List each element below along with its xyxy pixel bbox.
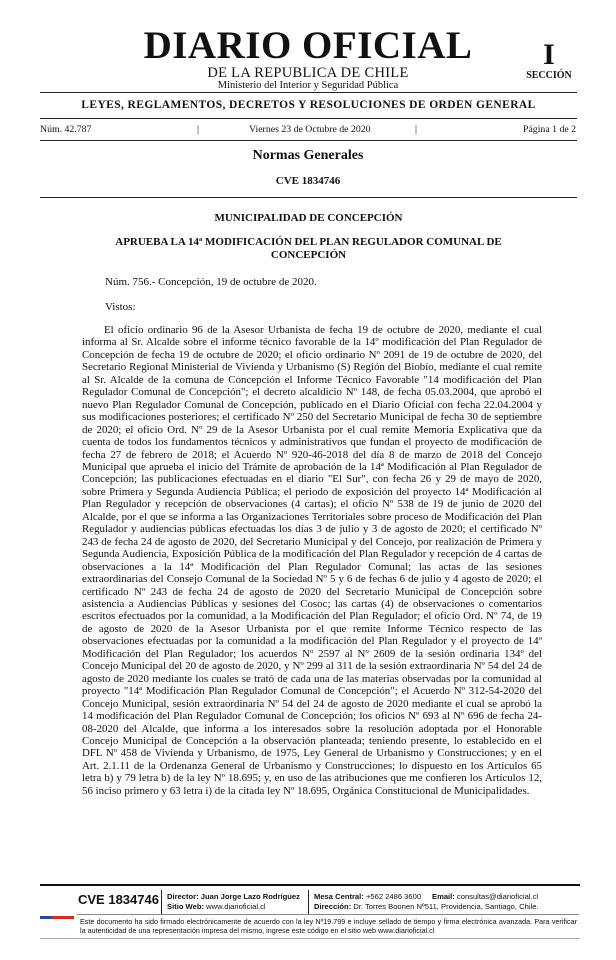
flag-blue-segment xyxy=(40,916,52,919)
meta-divider: | xyxy=(415,124,418,135)
address-line xyxy=(314,903,539,911)
decree-number-line: Núm. 756.- Concepción, 19 de octubre de 2020. xyxy=(105,276,317,288)
decree-title: APRUEBA LA 14ª MODIFICACIÓN DEL PLAN REGULADOR COMUNAL DE CONCEPCIÓN xyxy=(115,236,502,261)
section-label: SECCIÓN xyxy=(526,70,572,81)
website-label: Sitio Web: xyxy=(167,902,204,911)
footer-rule xyxy=(40,884,580,886)
masthead xyxy=(0,22,616,100)
footer-bottom-rule xyxy=(40,938,580,939)
section-heading: Normas Generales xyxy=(252,148,364,163)
page-indicator: Página 1 de 2 xyxy=(523,124,577,135)
footer-cve: CVE 1834746 xyxy=(78,892,159,907)
email-line xyxy=(432,893,538,901)
phone-label: Mesa Central: xyxy=(314,892,364,901)
institution-heading: MUNICIPALIDAD DE CONCEPCIÓN xyxy=(214,212,403,224)
director-line xyxy=(167,893,300,901)
header-rule-middle xyxy=(40,118,577,119)
website-line xyxy=(167,903,266,911)
header-rule-top xyxy=(40,92,577,93)
vistos-heading: Vistos: xyxy=(105,301,136,313)
newspaper-subtitle: DE LA REPUBLICA DE CHILE xyxy=(207,65,409,81)
flag-red-segment xyxy=(52,916,74,919)
issue-date: Viernes 23 de Octubre de 2020 xyxy=(249,124,371,135)
cve-code: CVE 1834746 xyxy=(275,175,341,187)
newspaper-title: DIARIO OFICIAL xyxy=(143,24,473,67)
address-text: Dr. Torres Boonen Nº511, Providencia, Santiago, Chile. xyxy=(353,902,539,911)
address-label: Dirección: xyxy=(314,902,352,911)
cve-rule xyxy=(40,197,577,198)
footer xyxy=(40,887,580,915)
legal-notice: Este documento ha sido firmado electrónicamente de acuerdo con la ley Nº19.799 e incluye sellado de tiempo y firma electrónica avanzada. Para verificar la autenticidad de una representación impresa del mismo, ingrese este código en el sitio web www.diarioficial.cl xyxy=(80,917,577,935)
email-label: Email: xyxy=(432,892,455,901)
footer-divider xyxy=(308,890,309,914)
body-paragraph: El oficio ordinario 96 de la Asesor Urbanista de fecha 19 de octubre de 2020, mediante el cual informa al Sr. Alcalde sobre el informe técnico favorable de la 14º modificación del Plan Regulador de Concepción de fecha 19 de octubre de 2020; el oficio ordinario Nº 2091 de 19 de octubre de 2020, del Secretario Regional Ministerial de Vivienda y Urbanismo (S) Región del Biobío, mediante el cual remite al Sr. Alcalde de la comuna de Concepción el Informe Técnico Favorable "14 modificación del Plan Regulador Comunal de Concepción"; el decreto alcaldicio Nº 148, de fecha 05.03.2004, que aprobó el nuevo Plan Regulador Comunal de Concepción, publicado en el Diario Oficial con fecha 22.04.2004 y sus modificaciones posteriores; el certificado Nº 250 del Secretario Municipal de fecha 30 de septiembre de 2020; el oficio Ord. Nº 29 de la Asesor Urbanista por el cual remite Memoria Explicativa que da cuenta de todos los fundamentos técnicos y administrativos que fundan el proyecto de modificación de fecha 27 de febrero de 2018; el Acuerdo Nº 920-46-2018 del día 8 de marzo de 2018 del Concejo Municipal que aprueba el inicio del Trámite de aprobación de la 14ª Modificación al Plan Regulador de Concepción; las publicaciones efectuadas en el diario "El Sur", con fecha 26 y 29 de mayo de 2020, sobre Primera y Segunda Audiencia Pública; el periodo de exposición del proyecto 14ª Modificación al Plan Regulador y recepción de observaciones (4 cartas); el oficio Nº 538 de 19 de junio de 2020 del Alcalde, por el que se informa a las Organizaciones Territoriales sobre proceso de Modificación del Plan Regulador y audiencias públicas efectuadas los días 3 de julio y 3 de agosto de 2020; el certificado Nº 243 de fecha 24 de agosto de 2020, del Secretario Municipal y del Concejo, por realización de Primera y Segunda Audiencia, Exposición Pública de la modificación del Plan Regulador y recepción de 4 cartas de observaciones a la 14ª Modificación del Plan Regulador Comunal; las actas de las sesiones extraordinarias del Consejo Comunal de la Sociedad Nº 5 y 6 de fechas 6 de julio y 4 agosto de 2020; el certificado Nº 243 de fecha 24 de agosto de 2020 del Secretario Municipal de Concepción sobre asistencia a Audiencias Públicas y sesiones del Cosoc; las cartas (4) de observaciones o comentarios escritos efectuados por la comunidad, a la Modificación del Plan Regulador; el oficio Ord. Nº 74, de 19 de agosto de 2020 de la Asesor Urbanista por el que remite Informe Técnico respecto de las observaciones efectuadas por la comunidad a la modificación del Plan Regulador y el proyecto de 14º Modificación del Plan Regulador; los acuerdos Nº 2597 al Nº 2609 de la sesión ordinaria 134º del Concejo Municipal del 20 de agosto de 2020, y Nº 299 al 311 de la sesión extraordinaria Nº 54 del 24 de agosto de 2020 mediante los cuales se trató de cada una de las materias observadas por la comunidad al proyecto "14ª Modificación Plan Regulador Comunal de Concepción"; el Acuerdo Nº 312-54-2020 del Concejo Municipal, sesión extraordinaria Nº 54 del 24 de agosto de 2020 mediante el cual se aprobó la 14 modificación del Plan Regulador Comunal de Concepción; los oficios Nº 693 al Nº 696 de fecha 24-08-2020 del Alcalde, que informa a los interesados sobre la resolución adoptada por el Honorable Concejo Municipal de Concepción a la observación planteada; teniendo presente, lo establecido en el DFL Nº 458 de Vivienda y Urbanismo, de 1975, Ley General de Urbanismo y Construcciones; y en el Art. 2.1.11 de la Ordenanza General de Urbanismo y Construcciones; lo dispuesto en los Artículos 65 letra b) y 79 letra b) de la ley Nº 18.695; y, en uso de las atribuciones que me confieren los Artículos 12, 56 inciso primero y 63 letra i) de la citada ley Nº 18.695, Orgánica Constitucional de Municipalidades. xyxy=(82,324,542,797)
chile-flag-stripe xyxy=(40,916,74,919)
meta-divider: | xyxy=(197,124,200,135)
category-heading: LEYES, REGLAMENTOS, DECRETOS Y RESOLUCIONES DE ORDEN GENERAL xyxy=(81,99,536,111)
footer-divider xyxy=(161,890,162,914)
director-label: Director: xyxy=(167,892,199,901)
ministry-name: Ministerio del Interior y Seguridad Pública xyxy=(217,80,399,91)
header-rule-bottom xyxy=(40,140,577,141)
issue-number: Núm. 42.787 xyxy=(40,124,92,135)
director-name: Juan Jorge Lazo Rodríguez xyxy=(200,892,300,901)
legal-rule xyxy=(77,914,579,915)
website-link[interactable]: www.diarioficial.cl xyxy=(206,902,266,911)
email-link[interactable]: consultas@diarioficial.cl xyxy=(456,892,539,901)
phone-number: +562 2486 3600 xyxy=(365,892,422,901)
section-number: I xyxy=(543,38,555,71)
phone-line xyxy=(314,893,421,901)
